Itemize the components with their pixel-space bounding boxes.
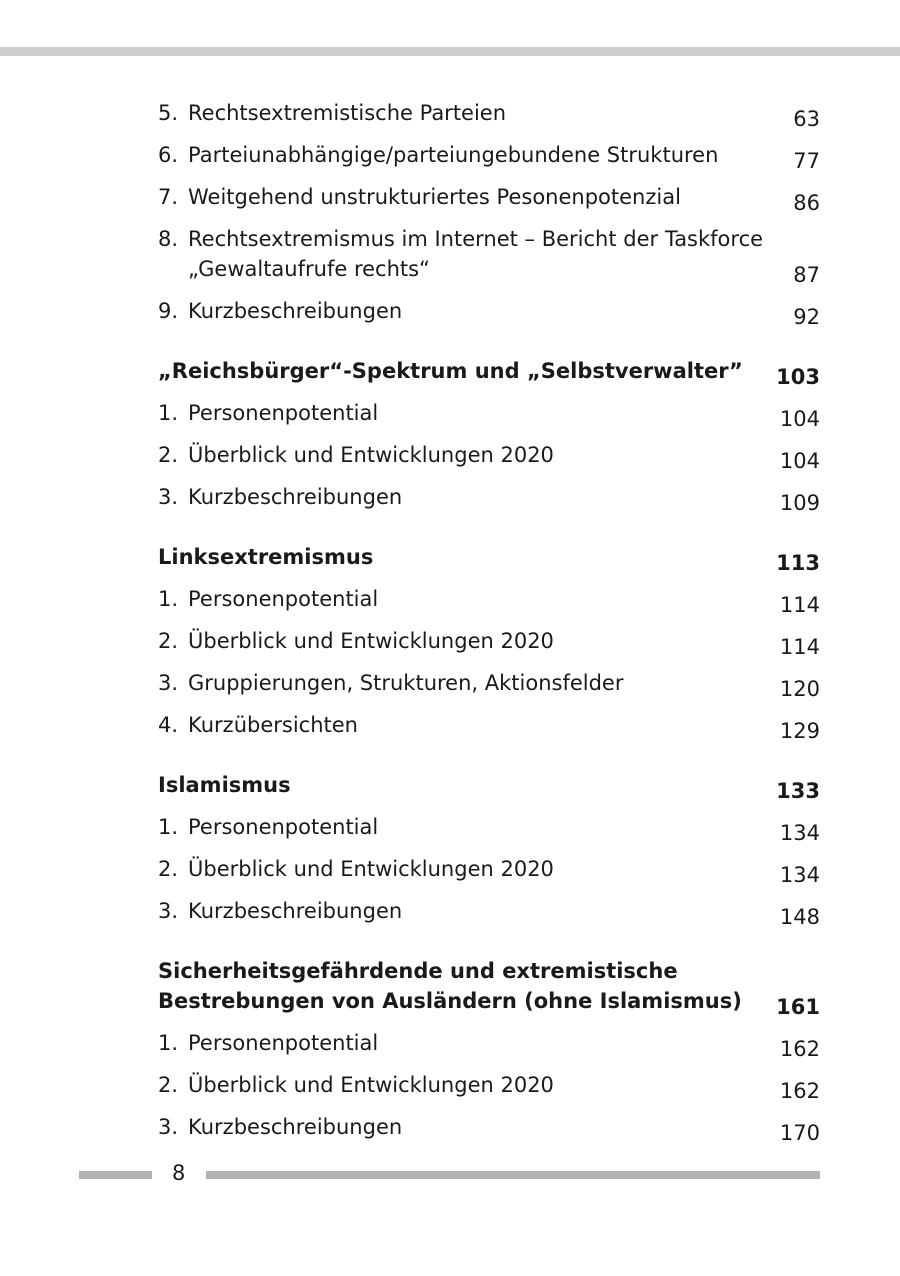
toc-entry bbox=[158, 578, 820, 620]
footer-bar-left bbox=[79, 1171, 152, 1179]
toc-entry-page: 103 bbox=[776, 365, 820, 389]
footer-bar-right bbox=[206, 1171, 820, 1179]
toc-entry-page: 134 bbox=[779, 821, 820, 845]
toc-entry-number: 1. bbox=[158, 815, 179, 839]
toc-entry-page: 148 bbox=[779, 905, 820, 929]
toc-entry-page: 129 bbox=[779, 719, 820, 743]
toc-entry bbox=[158, 434, 820, 476]
toc-entry-title: Weitgehend unstrukturiertes Pesonenpotenzial bbox=[188, 185, 681, 209]
toc-entry bbox=[158, 476, 820, 518]
toc-entry-title: Linksextremismus bbox=[158, 545, 374, 569]
toc-entry-page: 170 bbox=[779, 1121, 820, 1145]
toc-entry bbox=[158, 1064, 820, 1106]
table-of-contents bbox=[158, 92, 820, 1148]
toc-entry-page: 109 bbox=[779, 491, 820, 515]
toc-entry-title: Islamismus bbox=[158, 773, 291, 797]
toc-entry-title: Gruppierungen, Strukturen, Aktionsfelder bbox=[188, 671, 624, 695]
toc-entry-title: Personenpotential bbox=[188, 1031, 379, 1055]
toc-entry-number: 5. bbox=[158, 101, 179, 125]
toc-entry-title: Überblick und Entwicklungen 2020 bbox=[188, 629, 554, 653]
toc-entry-number: 2. bbox=[158, 1073, 179, 1097]
toc-entry bbox=[158, 290, 820, 332]
toc-entry-title: Personenpotential bbox=[188, 587, 379, 611]
toc-entry bbox=[158, 662, 820, 704]
toc-entry-title: Kurzübersichten bbox=[188, 713, 358, 737]
toc-entry bbox=[158, 92, 820, 134]
toc-section-heading bbox=[158, 518, 820, 578]
toc-entry-page: 104 bbox=[779, 449, 820, 473]
toc-section-heading bbox=[158, 332, 820, 392]
toc-entry-number: 1. bbox=[158, 401, 179, 425]
toc-entry-title: Rechtsextremistische Parteien bbox=[188, 101, 507, 125]
toc-entry-page: 77 bbox=[793, 149, 820, 173]
toc-entry-page: 113 bbox=[776, 551, 820, 575]
toc-entry-title: Personenpotential bbox=[188, 815, 379, 839]
toc-entry bbox=[158, 392, 820, 434]
toc-section-heading bbox=[158, 932, 820, 1022]
toc-entry-title: Kurzbeschreibungen bbox=[188, 899, 403, 923]
toc-entry bbox=[158, 176, 820, 218]
toc-entry-title: Rechtsextremismus im Internet – Bericht der Taskforce bbox=[188, 227, 764, 251]
toc-entry-page: 162 bbox=[779, 1079, 820, 1103]
toc-entry-title: „Reichsbürger“-Spektrum und „Selbstverwalter” bbox=[158, 359, 743, 383]
toc-entry-title-continued: Bestrebungen von Ausländern (ohne Islamismus) bbox=[158, 989, 742, 1013]
toc-entry-number: 3. bbox=[158, 899, 179, 923]
toc-entry-title: Überblick und Entwicklungen 2020 bbox=[188, 1073, 554, 1097]
toc-entry-page: 87 bbox=[793, 263, 820, 287]
toc-entry-page: 162 bbox=[779, 1037, 820, 1061]
top-divider-bar bbox=[0, 47, 900, 56]
toc-entry-number: 6. bbox=[158, 143, 179, 167]
toc-entry-number: 2. bbox=[158, 857, 179, 881]
toc-entry-title: Kurzbeschreibungen bbox=[188, 485, 403, 509]
toc-entry-number: 2. bbox=[158, 443, 179, 467]
toc-entry bbox=[158, 848, 820, 890]
toc-entry bbox=[158, 806, 820, 848]
toc-entry-title: Überblick und Entwicklungen 2020 bbox=[188, 857, 554, 881]
toc-entry bbox=[158, 1022, 820, 1064]
toc-entry-title-continued: „Gewaltaufrufe rechts“ bbox=[188, 257, 430, 281]
toc-entry-number: 1. bbox=[158, 587, 179, 611]
toc-entry-title: Kurzbeschreibungen bbox=[188, 299, 403, 323]
toc-entry bbox=[158, 134, 820, 176]
toc-entry bbox=[158, 1106, 820, 1148]
toc-entry-number: 4. bbox=[158, 713, 179, 737]
toc-entry-page: 104 bbox=[779, 407, 820, 431]
toc-entry-page: 86 bbox=[793, 191, 820, 215]
toc-entry-page: 114 bbox=[779, 593, 820, 617]
toc-entry-page: 120 bbox=[779, 677, 820, 701]
toc-entry-page: 63 bbox=[793, 107, 820, 131]
toc-entry-number: 7. bbox=[158, 185, 179, 209]
toc-entry-number: 3. bbox=[158, 485, 179, 509]
toc-entry-page: 92 bbox=[793, 305, 820, 329]
toc-entry bbox=[158, 218, 820, 290]
toc-section-heading bbox=[158, 746, 820, 806]
toc-entry-number: 8. bbox=[158, 227, 179, 251]
toc-entry-title: Kurzbeschreibungen bbox=[188, 1115, 403, 1139]
toc-entry bbox=[158, 620, 820, 662]
toc-entry-title: Sicherheitsgefährdende und extremistische bbox=[158, 959, 678, 983]
toc-entry-number: 9. bbox=[158, 299, 179, 323]
toc-entry-title: Überblick und Entwicklungen 2020 bbox=[188, 443, 554, 467]
toc-entry-title: Personenpotential bbox=[188, 401, 379, 425]
toc-entry-page: 133 bbox=[776, 779, 820, 803]
toc-entry bbox=[158, 890, 820, 932]
toc-entry-number: 3. bbox=[158, 671, 179, 695]
toc-entry-page: 134 bbox=[779, 863, 820, 887]
toc-entry bbox=[158, 704, 820, 746]
page-number: 8 bbox=[172, 1161, 186, 1185]
toc-entry-number: 1. bbox=[158, 1031, 179, 1055]
toc-entry-title: Parteiunabhängige/parteiungebundene Strukturen bbox=[188, 143, 719, 167]
toc-entry-number: 2. bbox=[158, 629, 179, 653]
toc-entry-page: 161 bbox=[776, 995, 820, 1019]
toc-entry-page: 114 bbox=[779, 635, 820, 659]
toc-entry-number: 3. bbox=[158, 1115, 179, 1139]
